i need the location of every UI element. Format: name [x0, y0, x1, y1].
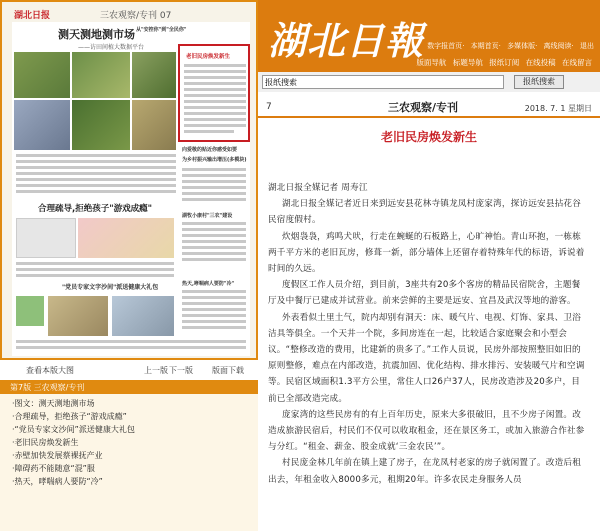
left-panel [0, 0, 258, 531]
preview-photo-field-3 [132, 52, 176, 98]
link-digital-home[interactable]: 数字报首页 [427, 42, 463, 50]
preview-photo-field-2 [72, 52, 130, 98]
link-logout[interactable]: 退出 [580, 42, 594, 50]
preview-highlight-box[interactable] [178, 44, 250, 142]
preview-headline-1-sub: ——访田间植大数据平台 [78, 44, 145, 51]
right-panel [258, 0, 600, 531]
section-title: 三农观察/专刊 [388, 101, 459, 114]
preview-side-headline-4: 为乡村振兴输出增压(多模块) [182, 157, 247, 163]
page-nav-bar [0, 360, 258, 380]
link-multimedia[interactable]: 多媒体版 [507, 42, 536, 50]
preview-headline-3[interactable]: "党员专家文字沙间"派送健康大礼包 [62, 284, 159, 291]
preview-side-headline-2: 从"安控你"到"全民你" [136, 27, 187, 33]
search-button[interactable]: 报纸搜索 [514, 75, 564, 89]
preview-side-headline-6: 热天,哮喘病人要防"冷" [182, 281, 235, 287]
link-subscribe[interactable]: 报纸订阅 [489, 58, 520, 67]
nav-links [412, 57, 592, 68]
article-paragraph: 湖北日报全媒记者近日来到远安县花林寺镇龙凤村庞家湾，探访远安县拈花谷民宿度假村。 [268, 199, 581, 226]
article-title: 老旧民房焕发新生 [380, 130, 477, 144]
page-info-bar [258, 96, 600, 118]
toc-item[interactable]: ·障碍药不能随意“混”服 [12, 464, 95, 473]
link-message[interactable]: 在线留言 [562, 58, 592, 67]
link-title-nav[interactable]: 标题导航 [452, 58, 483, 67]
preview-photo-7 [48, 296, 108, 336]
link-page-nav[interactable]: 版面导航 [416, 58, 447, 67]
link-issue-home[interactable]: 本期首页 [470, 42, 499, 50]
article-paragraph: 度假区工作人员介绍，到目前，3座共有20多个客房的精品民宿院舍，主题餐厅及中餐厅已建成并试营业。前来尝鲜的主要是远安、宜昌及武汉等地的游客。 [268, 280, 581, 307]
preview-headline-1[interactable]: 测天测地测市场 [58, 28, 135, 41]
preview-illustration-2 [78, 218, 174, 258]
search-input[interactable] [262, 75, 504, 89]
issue-date: 2018. 7. 1 星期日 [524, 104, 592, 113]
view-large-image-link[interactable]: 查看本版大图 [26, 366, 74, 375]
toc-item[interactable]: ·图文：测天测地测市场 [12, 399, 95, 408]
link-offline-read[interactable]: 离线阅读 [543, 42, 572, 50]
link-submit[interactable]: 在线投稿 [525, 58, 556, 67]
article-paragraph: 庞家湾的这些民房有的有上百年历史，原来大多很破旧，且不少房子闲置。改造成旅游民宿后，村民们不仅可以收取租金，还在景区务工，或加入旅游合作社参与分红。“租金、薪金、股金成就‘三金农民’”。 [268, 409, 585, 453]
paper-preview-body [12, 22, 250, 356]
preview-photo-5 [72, 100, 130, 150]
page-download-link[interactable]: 版面下载 [212, 366, 244, 375]
preview-photo-4 [14, 100, 70, 150]
article-paragraph: 炊烟袅袅，鸡鸣犬吠，行走在蜿蜒的石板路上，心旷神怡。青山环抱，一栋栋两千平方米的老旧瓦房，修葺一新，部分墙体上还留存着特殊年代的标语，诉说着时间的久远。 [268, 231, 585, 275]
preview-photo-6 [132, 100, 176, 150]
preview-side-headline-5: 湖牧小康村"三农"建设 [182, 213, 233, 219]
toc-item[interactable]: ·“党员专家文沙间”派送健康大礼包 [12, 425, 135, 434]
preview-headline-2[interactable]: 合理疏导,拒绝孩子"游戏成瘾" [38, 204, 153, 214]
site-logo[interactable]: 湖北日報 [268, 18, 425, 63]
paper-preview-logo: 湖北日报 [14, 11, 51, 21]
top-links: 数字报首页· 本期首页· 多媒体版· 离线阅读· 退出 [427, 42, 594, 50]
masthead [258, 0, 600, 72]
page-number: 7 [266, 102, 272, 112]
article-paragraph: 外表看似土里土气，院内却别有洞天：床、暖气片、电视、灯饰、家具、卫浴洁具等俱全。一个天井一个院，多间房连在一起，比较适合家庭聚会和小型会议。“整修改造的费用，比建新的贵多了。”工作人员说，民房外部按照整旧如旧的原则整修，难点在内部改造，抗震加固、优化结构、排水排污、安装暖气片和空调等。民宿区域面积1.3平方公里，常住人口26户37人，民房改造涉及20多户，目前已全部改造完成。 [268, 312, 585, 404]
toc-item[interactable]: ·老旧民房焕发新生 [12, 438, 79, 447]
preview-green-logo [16, 296, 44, 326]
paper-preview-section: 三农观察/专刊 07 [100, 11, 172, 21]
preview-illustration-1 [16, 218, 76, 258]
search-bar [258, 72, 600, 92]
preview-photo-8 [112, 296, 174, 336]
preview-photo-field-1 [14, 52, 70, 98]
toc-header: 第7版 三农观察/专刊 [0, 380, 258, 394]
paper-preview-header [12, 8, 250, 22]
preview-side-headline-3: 向爱敬的贴近你感受如要 [182, 147, 238, 153]
article-list [0, 394, 258, 531]
preview-side-headline-1: 老旧民房焕发新生 [186, 54, 231, 60]
article-body [268, 180, 586, 531]
toc-item[interactable]: ·热天，哮喘病人要防“冷” [12, 477, 103, 486]
article-paragraph: 村民庞金林几年前在镇上建了房子，在龙凤村老家的房子就闲置了。改造后租出去，年租金收入8000多元，租期20年。许多农民走身服务人员 [268, 458, 581, 485]
newspaper-page-preview[interactable] [0, 0, 258, 360]
toc-item[interactable]: ·赤壁加快发展蔡裸抚产业 [12, 451, 103, 460]
next-page-link[interactable]: 下一版 [169, 366, 193, 375]
toc-item[interactable]: ·合理疏导，拒绝孩子“游戏成瘾” [12, 412, 127, 421]
article-byline: 湖北日报全媒记者 周寿江 [268, 183, 368, 193]
prev-page-link[interactable]: 上一版 [144, 366, 168, 375]
